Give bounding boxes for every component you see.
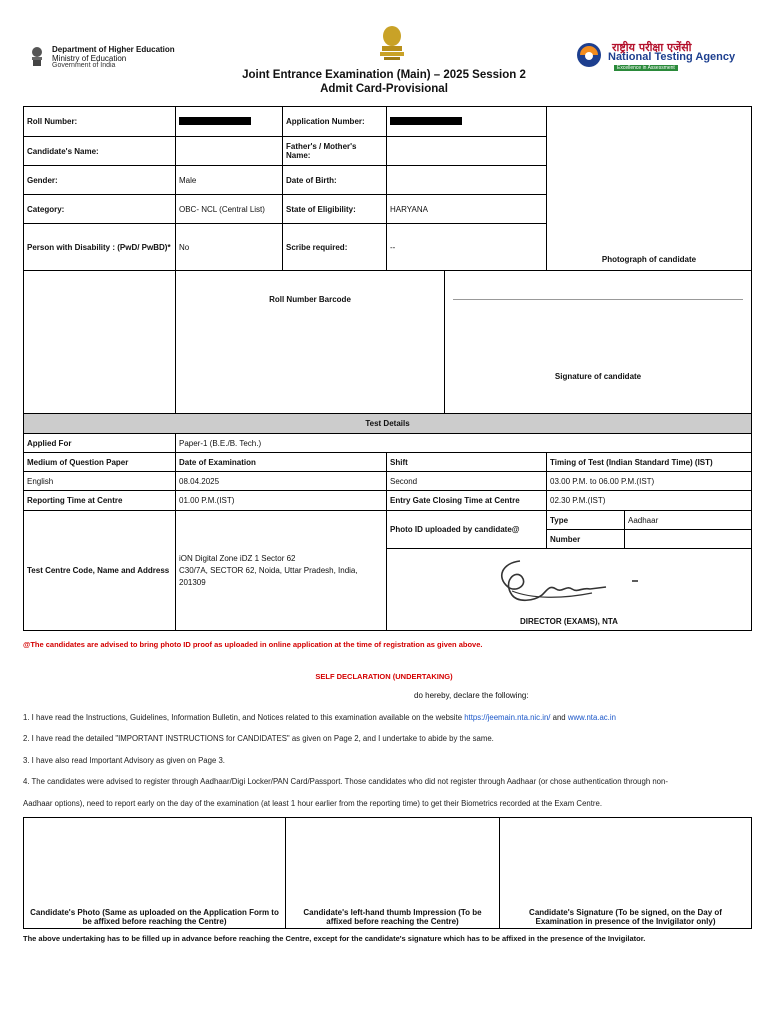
signature-label: Signature of candidate <box>554 371 642 381</box>
parent-name-label: Father's / Mother's Name: <box>283 137 387 166</box>
timing-label: Timing of Test (Indian Standard Time) (IST) <box>547 453 752 472</box>
admit-card-title: Admit Card-Provisional <box>320 83 448 95</box>
candidate-name-value <box>176 137 283 166</box>
scribe-value: -- <box>387 224 547 271</box>
declaration-intro: do hereby, declare the following: <box>414 691 529 700</box>
state-value: HARYANA <box>387 195 547 224</box>
ashoka-emblem-icon <box>374 24 410 64</box>
barcode-label: Roll Number Barcode <box>269 295 351 304</box>
shift-label: Shift <box>387 453 547 472</box>
applied-for-label: Applied For <box>24 434 176 453</box>
id-type-value: Aadhaar <box>625 511 752 530</box>
pwd-label: Person with Disability : (PwD/ PwBD)* <box>24 224 176 271</box>
centre-address <box>176 511 387 631</box>
nta-link[interactable]: www.nta.ac.in <box>567 713 616 722</box>
photo-id-label: Photo ID uploaded by candidate@ <box>387 511 547 549</box>
medium-label: Medium of Question Paper <box>24 453 176 472</box>
candidate-signature-box <box>500 818 752 929</box>
date-label: Date of Examination <box>176 453 387 472</box>
dept-line3: Government of India <box>52 62 116 69</box>
thumb-impression-box <box>286 818 500 929</box>
photograph-box <box>547 107 752 271</box>
id-number-label: Number <box>547 530 625 549</box>
gate-value: 02.30 P.M.(IST) <box>547 491 752 511</box>
declaration-point-1 <box>23 713 616 722</box>
jeemain-link[interactable]: https://jeemain.nta.nic.in/ <box>464 713 551 722</box>
director-signature-box <box>387 549 752 631</box>
applied-for-value: Paper-1 (B.E./B. Tech.) <box>176 434 752 453</box>
barcode-box <box>176 271 445 414</box>
centre-line2: C30/7A, SECTOR 62, Noida, Uttar Pradesh, India, <box>179 566 358 575</box>
medium-value: English <box>24 472 176 491</box>
reporting-label: Reporting Time at Centre <box>24 491 176 511</box>
thumb-label-2: affixed before reaching the Centre) <box>326 917 459 926</box>
state-label: State of Eligibility: <box>283 195 387 224</box>
roll-number-value <box>176 107 283 137</box>
national-emblem-icon <box>28 42 46 68</box>
director-label: DIRECTOR (EXAMS), NTA <box>520 617 618 626</box>
exam-title: Joint Entrance Examination (Main) – 2025 Session 2 <box>242 69 526 81</box>
admit-card-table <box>23 106 752 631</box>
photo-id-notice: @The candidates are advised to bring photo ID proof as uploaded in online application at the time of registration as given above. <box>23 640 483 649</box>
redacted-application-number <box>390 117 462 125</box>
blank-cell <box>24 271 176 414</box>
nta-hindi-name: राष्ट्रीय परीक्षा एजेंसी <box>612 41 692 54</box>
application-number-value <box>387 107 547 137</box>
declaration-point-4b: Aadhaar options), need to report early on the day of the examination (at least 1 hour earlier from the reporting time) to get their Biometrics recorded at the Exam Centre. <box>23 799 603 808</box>
centre-line3: 201309 <box>179 578 206 587</box>
declaration-point-3: 3. I have also read Important Advisory as given on Page 3. <box>23 756 225 765</box>
reporting-value: 01.00 P.M.(IST) <box>176 491 387 511</box>
application-number-label: Application Number: <box>283 107 387 137</box>
director-signature-image <box>482 555 652 607</box>
candidate-photo-box <box>24 818 286 929</box>
date-value: 08.04.2025 <box>176 472 387 491</box>
nta-english-name: National Testing Agency <box>608 51 736 63</box>
thumb-label-1: Candidate's left-hand thumb Impression (To be <box>303 908 482 917</box>
dept-line2: Ministry of Education <box>52 54 127 63</box>
id-number-value <box>625 530 752 549</box>
candidate-photo-label-2: be affixed before reaching the Centre) <box>82 917 227 926</box>
pwd-value: No <box>176 224 283 271</box>
centre-line1: iON Digital Zone iDZ 1 Sector 62 <box>179 554 296 563</box>
timing-value: 03.00 P.M. to 06.00 P.M.(IST) <box>547 472 752 491</box>
redacted-roll-number <box>179 117 251 125</box>
shift-value: Second <box>387 472 547 491</box>
scribe-label: Scribe required: <box>283 224 387 271</box>
dept-line1: Department of Higher Education <box>52 45 175 54</box>
signature-divider <box>453 299 743 300</box>
declaration-point-4a: 4. The candidates were advised to register through Aadhaar/Digi Locker/PAN Card/Passport. Those candidates who did not register through Aadhaar (or chose authentication through non- <box>23 777 668 786</box>
parent-name-value <box>387 137 547 166</box>
id-type-label: Type <box>547 511 625 530</box>
candidate-name-label: Candidate's Name: <box>24 137 176 166</box>
centre-label: Test Centre Code, Name and Address <box>24 511 176 631</box>
roll-number-label: Roll Number: <box>24 107 176 137</box>
dob-label: Date of Birth: <box>283 166 387 195</box>
declaration-and: and <box>550 713 568 722</box>
undertaking-footer: The above undertaking has to be filled up in advance before reaching the Centre, except for the candidate's signature which has to be affixed in the presence of the Invigilator. <box>23 934 646 943</box>
dhe-logo-block <box>28 42 208 72</box>
candidate-sign-label-2: Examination in presence of the Invigilator only) <box>535 917 716 926</box>
test-details-heading: Test Details <box>24 414 752 434</box>
signature-box <box>445 271 752 414</box>
photograph-label: Photograph of candidate <box>601 255 697 264</box>
candidate-sign-label-1: Candidate's Signature (To be signed, on the Day of <box>529 908 722 917</box>
gate-label: Entry Gate Closing Time at Centre <box>387 491 547 511</box>
category-label: Category: <box>24 195 176 224</box>
nta-logo-icon <box>576 42 602 68</box>
self-declaration-heading: SELF DECLARATION (UNDERTAKING) <box>315 672 453 681</box>
gender-value: Male <box>176 166 283 195</box>
candidate-photo-label-1: Candidate's Photo (Same as uploaded on the Application Form to <box>30 908 279 917</box>
category-value: OBC- NCL (Central List) <box>176 195 283 224</box>
declaration-point-1-text: 1. I have read the Instructions, Guidelines, Information Bulletin, and Notices related to this examination available on the website <box>23 713 465 722</box>
nta-tagline: Excellence in Assessment <box>614 65 678 71</box>
undertaking-table <box>23 817 752 929</box>
dob-value <box>387 166 547 195</box>
gender-label: Gender: <box>24 166 176 195</box>
declaration-point-2: 2. I have read the detailed "IMPORTANT INSTRUCTIONS for CANDIDATES" as given on Page 2, and I undertake to abide by the same. <box>23 734 494 743</box>
